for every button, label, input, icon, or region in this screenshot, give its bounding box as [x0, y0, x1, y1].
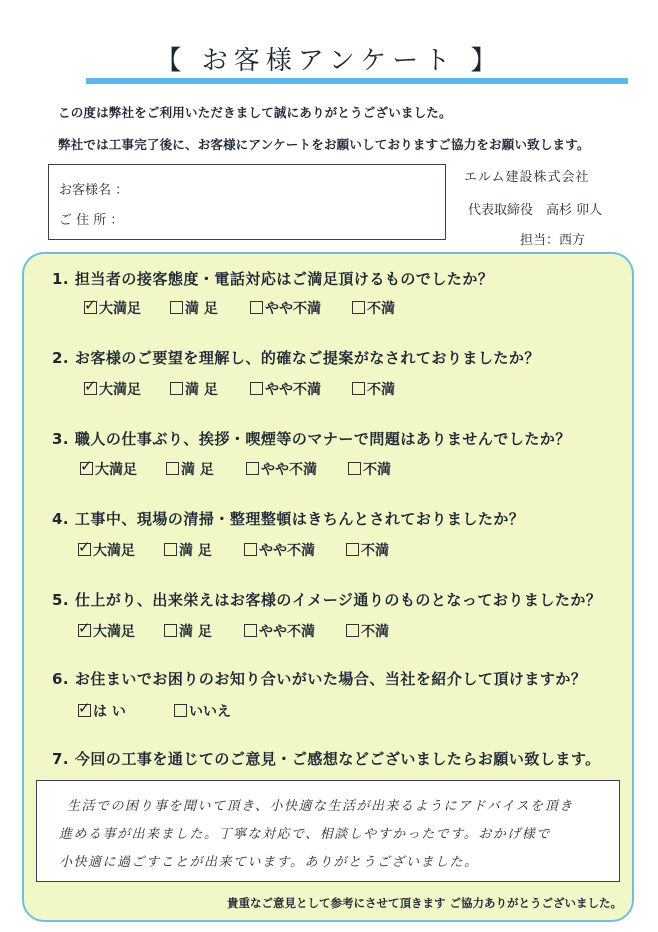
q1-option-satisfied[interactable]: 満 足 — [170, 298, 218, 318]
checkbox-checked-icon[interactable]: ✓ — [80, 457, 93, 475]
company-representative: 代表取締役 高杉 卯人 — [468, 203, 603, 218]
q3-option-satisfied[interactable]: 満 足 — [166, 459, 214, 479]
checkbox-icon[interactable] — [244, 543, 257, 556]
customer-name-label: お客様名 ： — [59, 183, 129, 198]
question-1: 1. 担当者の接客態度・電話対応はご満足頂けるものでしたか？ — [52, 270, 494, 288]
comment-box[interactable] — [36, 780, 620, 882]
checkbox-icon[interactable] — [352, 382, 365, 395]
intro-line-1: この度は弊社をご利用いただきまして誠にありがとうございました。 — [58, 105, 452, 120]
q1-option-dissatisfied[interactable]: 不満 — [352, 298, 395, 318]
q1-option-very-satisfied[interactable]: ✓ 大満足 — [84, 296, 141, 317]
checkbox-icon[interactable] — [166, 462, 179, 475]
q4-option-dissatisfied[interactable]: 不満 — [346, 540, 389, 560]
q2-option-very-satisfied[interactable]: ✓ 大満足 — [84, 377, 141, 398]
checkbox-icon[interactable] — [170, 382, 183, 395]
checkbox-icon[interactable] — [244, 624, 257, 637]
q4-option-very-satisfied[interactable]: ✓ 大満足 — [78, 538, 135, 559]
q4-option-somewhat-dissatisfied[interactable]: やや不満 — [244, 540, 315, 560]
q5-option-somewhat-dissatisfied[interactable]: やや不満 — [244, 621, 315, 641]
page-title: 【 お客様アンケート 】 — [155, 46, 503, 76]
question-4: 4. 工事中、現場の清掃・整理整頓はきちんとされておりましたか？ — [52, 510, 525, 528]
checkbox-checked-icon[interactable]: ✓ — [78, 699, 91, 717]
checkbox-checked-icon[interactable]: ✓ — [84, 377, 97, 395]
intro-line-2: 弊社では工事完了後に、お客様にアンケートをお願いしておりますご協力をお願い致します。 — [58, 137, 590, 152]
q6-option-no[interactable]: いいえ — [174, 701, 231, 721]
q4-option-satisfied[interactable]: 満 足 — [164, 540, 212, 560]
title-underline — [86, 78, 628, 84]
q1-option-somewhat-dissatisfied[interactable]: やや不満 — [250, 298, 321, 318]
checkbox-icon[interactable] — [352, 301, 365, 314]
customer-info-box — [48, 164, 446, 240]
q3-option-very-satisfied[interactable]: ✓ 大満足 — [80, 457, 137, 478]
comment-line-1: 生活での困り事を聞いて頂き、小快適な生活が出来るようにアドバイスを頂き — [67, 799, 574, 814]
checkbox-icon[interactable] — [164, 624, 177, 637]
q3-option-somewhat-dissatisfied[interactable]: やや不満 — [246, 459, 317, 479]
q5-option-dissatisfied[interactable]: 不満 — [346, 621, 389, 641]
checkbox-icon[interactable] — [348, 462, 361, 475]
checkbox-checked-icon[interactable]: ✓ — [84, 296, 97, 314]
checkbox-icon[interactable] — [246, 462, 259, 475]
checkbox-icon[interactable] — [250, 301, 263, 314]
q2-option-satisfied[interactable]: 満 足 — [170, 379, 218, 399]
checkbox-checked-icon[interactable]: ✓ — [78, 619, 91, 637]
comment-line-2: 進める事が出来ました。丁寧な対応で、相談しやすかったです。おかげ様で — [59, 827, 551, 842]
q2-option-dissatisfied[interactable]: 不満 — [352, 379, 395, 399]
checkbox-icon[interactable] — [170, 301, 183, 314]
comment-line-3: 小快適に過ごすことが出来ています。ありがとうございました。 — [59, 855, 479, 870]
address-label: ご 住 所 ： — [59, 213, 124, 228]
question-7: 7. 今回の工事を通じてのご意見・ご感想などございましたらお願い致します。 — [52, 750, 601, 768]
checkbox-icon[interactable] — [164, 543, 177, 556]
checkbox-checked-icon[interactable]: ✓ — [78, 538, 91, 556]
question-6: 6. お住まいでお困りのお知り合いがいた場合、当社を紹介して頂けますか？ — [52, 670, 587, 688]
staff-in-charge: 担当：西方 — [520, 233, 586, 248]
q3-option-dissatisfied[interactable]: 不満 — [348, 459, 391, 479]
company-name: エルム建設株式会社 — [464, 170, 590, 185]
q2-option-somewhat-dissatisfied[interactable]: やや不満 — [250, 379, 321, 399]
question-3: 3. 職人の仕事ぶり、挨拶・喫煙等のマナーで問題はありませんでしたか？ — [52, 430, 571, 448]
q5-option-satisfied[interactable]: 満 足 — [164, 621, 212, 641]
checkbox-icon[interactable] — [174, 704, 187, 717]
q6-option-yes[interactable]: ✓ は い — [78, 699, 126, 720]
footer-thanks: 貴重なご意見として参考にさせて頂きます ご協力ありがとうございました。 — [227, 896, 622, 910]
checkbox-icon[interactable] — [346, 543, 359, 556]
q5-option-very-satisfied[interactable]: ✓ 大満足 — [78, 619, 135, 640]
question-2: 2. お客様のご要望を理解し、的確なご提案がなされておりましたか？ — [52, 349, 540, 367]
checkbox-icon[interactable] — [250, 382, 263, 395]
checkbox-icon[interactable] — [346, 624, 359, 637]
question-5: 5. 仕上がり、出来栄えはお客様のイメージ通りのものとなっておりましたか？ — [52, 591, 602, 609]
